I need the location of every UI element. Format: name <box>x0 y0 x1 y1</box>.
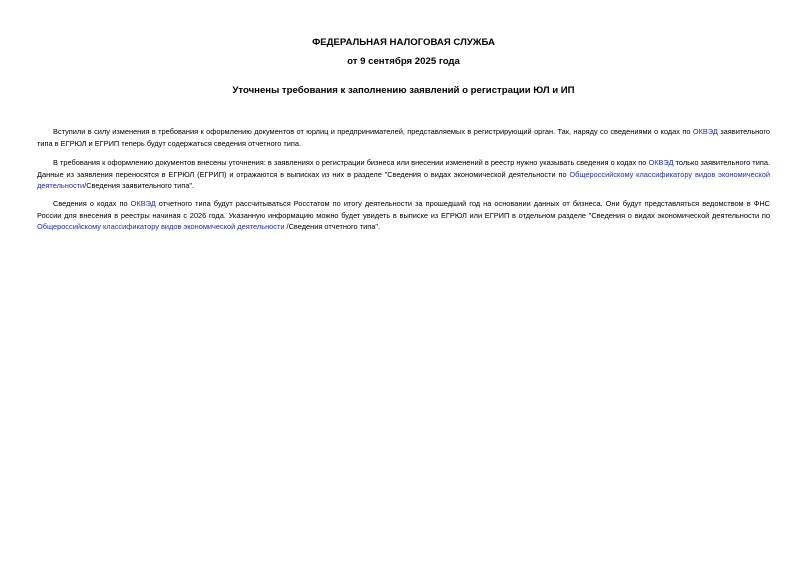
okved-link[interactable]: ОКВЭД <box>130 199 156 208</box>
paragraph-2 <box>37 157 770 192</box>
paragraph-text: В требования к оформлению документов внесены уточнения: в заявлениях о регистрации бизнеса или внесении изменений в реестр нужно указывать сведения о кодах по <box>53 158 649 167</box>
paragraph-1 <box>37 126 770 149</box>
paragraph-text: Сведения о кодах по <box>53 199 131 208</box>
paragraph-text: только заявительного типа. Данные из заявления переносятся в ЕГРЮЛ (ЕГРИП) и отражаются в выписках из них в разделе "Сведения о видах экономической деятельности по <box>37 158 770 179</box>
paragraph-text: отчетного типа будут рассчитываться Росстатом по итогу деятельности за прошедший год на основании данных от бизнеса. Они будут представляться ведомством в ФНС России для внесения в реестры начиная с 2026 года. Указанную информацию можно будет увидеть в выписке из ЕГРЮЛ или ЕГРИП в отдельном разделе "Сведения о видах экономической деятельности по <box>37 199 770 220</box>
classifier-link[interactable]: Общероссийскому классификатору видов экономической деятельности <box>37 169 770 190</box>
okved-link[interactable]: ОКВЭД <box>648 158 674 167</box>
paragraph-text: /Сведения отчетного типа". <box>284 222 381 231</box>
document-title: Уточнены требования к заполнению заявлений о регистрации ЮЛ и ИП <box>232 85 575 96</box>
paragraph-3 <box>37 198 770 233</box>
agency-name: ФЕДЕРАЛЬНАЯ НАЛОГОВАЯ СЛУЖБА <box>312 37 495 48</box>
okved-link[interactable]: ОКВЭД <box>692 127 718 136</box>
document-date: от 9 сентября 2025 года <box>347 56 460 67</box>
paragraph-text: заявительного типа в ЕГРЮЛ и ЕГРИП теперь будут содержаться сведения отчетного типа. <box>37 127 770 148</box>
paragraph-text: /Сведения заявительного типа". <box>84 181 195 190</box>
classifier-link[interactable]: Общероссийскому классификатору видов экономической деятельности <box>37 222 285 231</box>
paragraph-text: Вступили в силу изменения в требования к оформлению документов от юрлиц и предпринимателей, представляемых в регистрирующий орган. Так, наряду со сведениями о кодах по <box>53 127 693 136</box>
